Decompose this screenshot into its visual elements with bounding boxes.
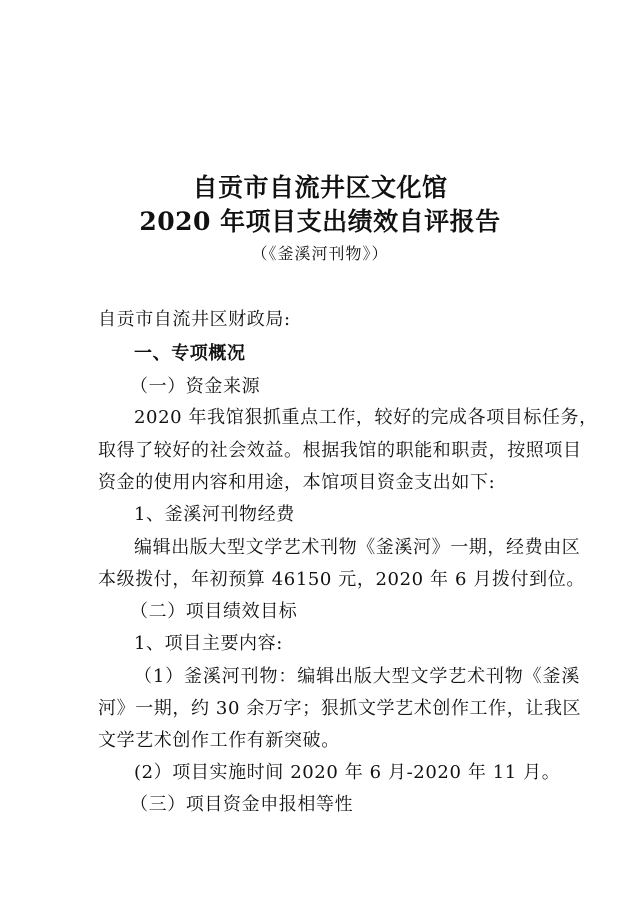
item-heading-journal-funding: 1、釜溪河刊物经费 [134, 504, 295, 525]
section-heading-overview: 一、专项概况 [134, 343, 246, 364]
paragraph-line: 编辑出版大型文学艺术刊物《釜溪河》一期，经费由区 [134, 537, 581, 558]
paragraph-line: 取得了较好的社会效益。根据我馆的职能和职责，按照项目 [98, 440, 582, 461]
paragraph-line: 河》一期，约 30 余万字；狠抓文学艺术创作工作，让我区 [98, 698, 582, 719]
item-heading-main-content: 1、项目主要内容: [134, 633, 283, 654]
report-subtitle: （《釜溪河刊物》） [251, 244, 389, 263]
paragraph-line: （1）釜溪河刊物：编辑出版大型文学艺术刊物《釜溪 [134, 666, 580, 687]
paragraph-line: (2）项目实施时间 2020 年 6 月-2020 年 11 月。 [134, 762, 561, 783]
salutation: 自贡市自流井区财政局: [98, 309, 291, 330]
paragraph-line: 本级拨付，年初预算 46150 元，2020 年 6 月拨付到位。 [98, 569, 585, 590]
paragraph-line: 2020 年我馆狠抓重点工作，较好的完成各项目标任务， [134, 407, 598, 428]
report-title-line2: 2020 年项目支出绩效自评报告 [139, 207, 501, 236]
paragraph-line: 文学艺术创作工作有新突破。 [98, 730, 340, 751]
report-title-line1: 自贡市自流井区文化馆 [192, 173, 448, 202]
paragraph-line: 资金的使用内容和用途，本馆项目资金支出如下: [98, 472, 496, 493]
subsection-heading-performance-goals: （二）项目绩效目标 [130, 601, 298, 622]
subsection-heading-fund-application: （三）项目资金申报相等性 [130, 794, 354, 815]
subsection-heading-funding-source: （一）资金来源 [130, 376, 261, 397]
